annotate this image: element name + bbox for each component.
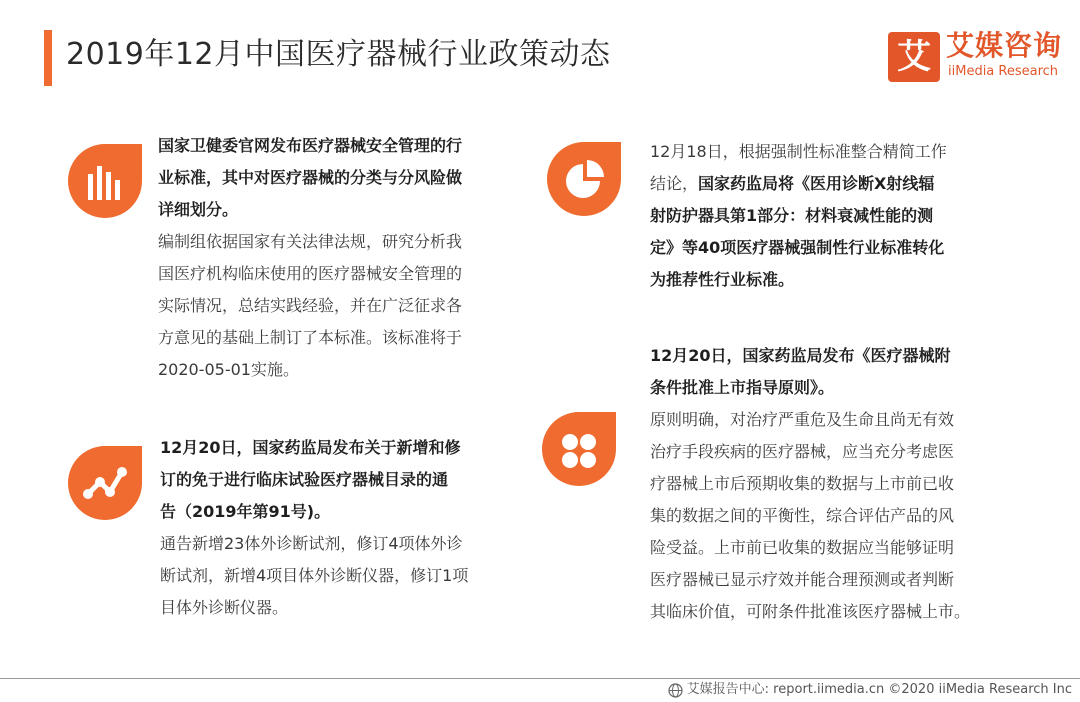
policy-item-4	[650, 340, 1020, 628]
policy-item-1-body-line: 2020-05-01实施。	[158, 360, 299, 379]
policy-item-4-body-line: 治疗手段疾病的医疗器械，应当充分考虑医	[650, 442, 955, 461]
policy-item-2-headline-line: 订的免于进行临床试验医疗器械目录的通	[160, 470, 449, 489]
four-dots-icon	[540, 410, 618, 488]
policy-item-4-body-line: 原则明确，对治疗严重危及生命且尚无有效	[650, 410, 955, 429]
policy-item-3-line	[650, 264, 1010, 296]
policy-item-4-body-line: 其临床价值，可附条件批准该医疗器械上市。	[650, 602, 971, 621]
footer-text[interactable]: 艾媒报告中心: report.iimedia.cn ©2020 iiMedia Research Inc	[686, 682, 1072, 697]
policy-item-1	[158, 130, 518, 386]
policy-item-3-line	[650, 136, 1010, 168]
policy-item-1-body-line: 国医疗机构临床使用的医疗器械安全管理的	[158, 264, 463, 283]
policy-item-1-body-line: 编制组依据国家有关法律法规，研究分析我	[158, 232, 463, 251]
policy-item-2-headline-line: 12月20日，国家药监局发布关于新增和修	[160, 438, 461, 457]
footer-divider	[0, 678, 1080, 679]
logo-name-en: iiMedia Research	[948, 64, 1059, 79]
policy-item-4-headline-line: 12月20日，国家药监局发布《医疗器械附	[650, 346, 951, 365]
policy-item-1-body-line: 方意见的基础上制订了本标准。该标准将于	[158, 328, 463, 347]
footer	[668, 680, 1072, 700]
policy-item-3-bold-text: 定》等40项医疗器械强制性行业标准转化	[650, 238, 945, 257]
logo-mark: 艾	[888, 32, 940, 82]
policy-item-2-body-line: 通告新增23体外诊断试剂，修订4项体外诊	[160, 534, 463, 553]
policy-item-3-plain-text: 12月18日，根据强制性标准整合精简工作	[650, 142, 947, 161]
policy-item-3-plain-text: 结论，	[650, 174, 699, 193]
policy-item-2-body-line: 目体外诊断仪器。	[160, 598, 289, 617]
policy-item-4-body-line: 集的数据之间的平衡性，综合评估产品的风	[650, 506, 955, 525]
policy-item-1-headline-line: 国家卫健委官网发布医疗器械安全管理的行	[158, 136, 463, 155]
policy-item-1-body-line: 实际情况，总结实践经验，并在广泛征求各	[158, 296, 463, 315]
bar-chart-icon	[66, 142, 144, 220]
policy-item-4-body-line: 医疗器械已显示疗效并能合理预测或者判断	[650, 570, 955, 589]
policy-item-3	[650, 136, 1010, 296]
policy-item-2	[160, 432, 520, 624]
policy-item-3-bold-text: 射防护器具第1部分：材料衰减性能的测	[650, 206, 934, 225]
policy-item-2-body-line: 断试剂，新增4项目体外诊断仪器，修订1项	[160, 566, 469, 585]
policy-item-1-headline-line: 详细划分。	[158, 200, 239, 219]
policy-item-4-body-line: 疗器械上市后预期收集的数据与上市前已收	[650, 474, 955, 493]
policy-item-3-bold-text: 国家药监局将《医用诊断X射线辐	[698, 174, 935, 193]
globe-icon	[668, 683, 683, 698]
policy-item-3-line	[650, 200, 1010, 232]
title-accent-bar	[44, 30, 52, 86]
trend-line-icon	[66, 444, 144, 522]
logo-name-cn: 艾媒咨询	[946, 29, 1063, 62]
pie-chart-icon	[545, 140, 623, 218]
policy-item-4-headline-line: 条件批准上市指导原则》。	[650, 378, 835, 397]
policy-item-1-headline-line: 业标准，其中对医疗器械的分类与分风险做	[158, 168, 463, 187]
policy-item-2-headline-line: 告（2019年第91号)。	[160, 502, 331, 521]
policy-item-3-bold-text: 为推荐性行业标准。	[650, 270, 795, 289]
policy-item-3-line	[650, 168, 1010, 200]
page-title: 2019年12月中国医疗器械行业政策动态	[66, 37, 611, 72]
policy-item-3-line	[650, 232, 1010, 264]
iimedia-logo	[888, 29, 1068, 84]
policy-item-4-body-line: 险受益。上市前已收集的数据应当能够证明	[650, 538, 955, 557]
